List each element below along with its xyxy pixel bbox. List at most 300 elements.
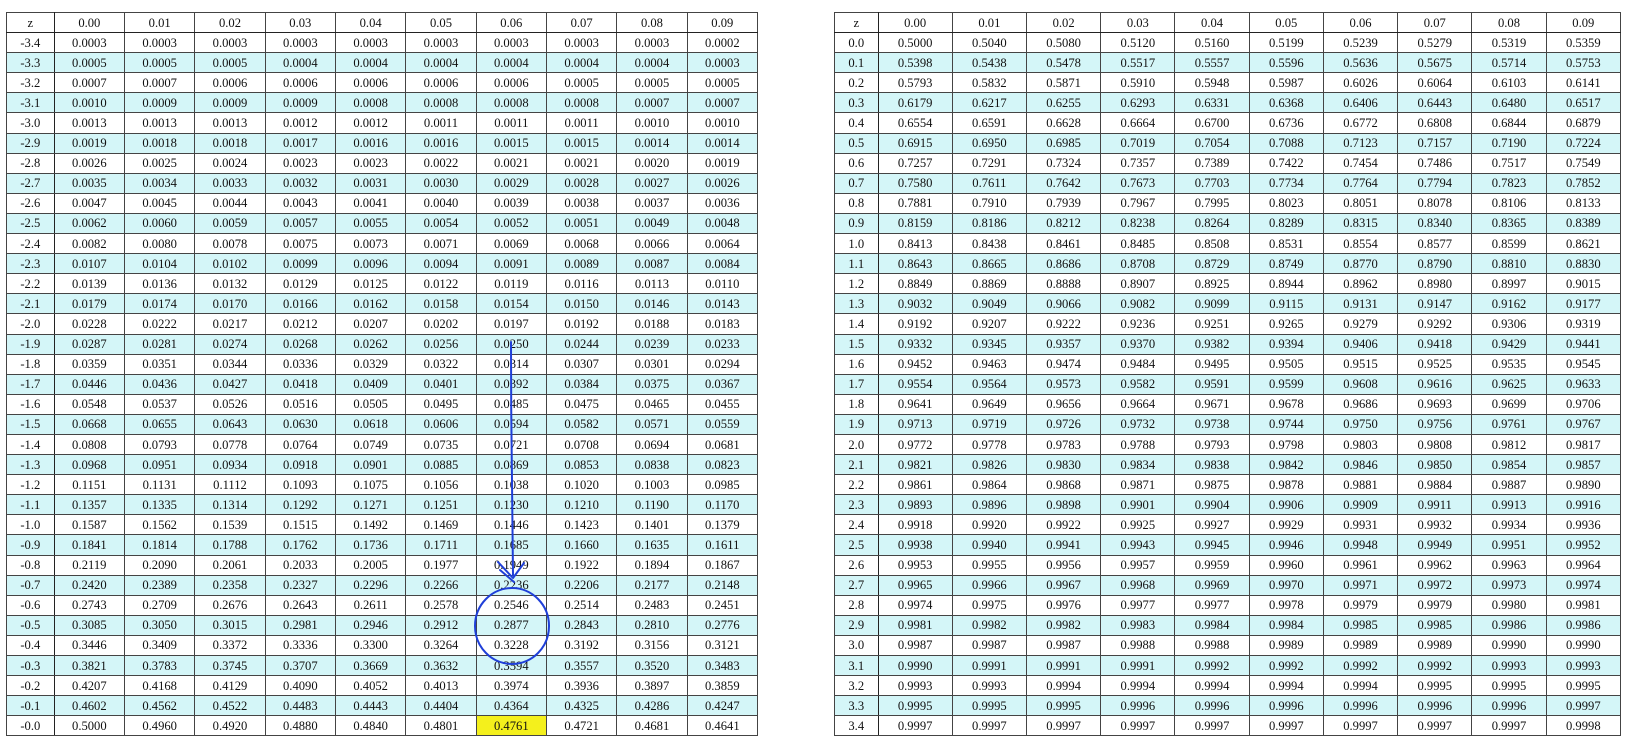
probability-cell: 0.0455 (687, 394, 757, 414)
probability-cell: 0.9868 (1026, 475, 1100, 495)
z-value-cell: -1.0 (7, 515, 55, 535)
probability-cell: 0.0006 (195, 73, 265, 93)
probability-cell: 0.0116 (546, 274, 616, 294)
table-row (835, 334, 1621, 354)
probability-cell: 0.4168 (125, 676, 195, 696)
probability-cell: 0.0004 (546, 53, 616, 73)
probability-cell: 0.8159 (878, 213, 952, 233)
table-row (835, 53, 1621, 73)
table-row (835, 716, 1621, 736)
table-row (7, 414, 758, 434)
probability-cell: 0.9778 (952, 434, 1026, 454)
probability-cell: 0.0017 (265, 133, 335, 153)
probability-cell: 0.0005 (195, 53, 265, 73)
probability-cell: 0.9678 (1249, 394, 1323, 414)
probability-cell: 0.0020 (617, 153, 687, 173)
probability-cell: 0.3085 (54, 615, 124, 635)
z-value-cell: -1.8 (7, 354, 55, 374)
probability-cell: 0.0013 (195, 113, 265, 133)
column-header: 0.01 (952, 13, 1026, 33)
probability-cell: 0.0004 (406, 53, 476, 73)
probability-cell: 0.2743 (54, 595, 124, 615)
probability-cell: 0.0021 (476, 153, 546, 173)
probability-cell: 0.7764 (1323, 173, 1397, 193)
probability-cell: 0.0336 (265, 354, 335, 374)
probability-cell: 0.9961 (1323, 555, 1397, 575)
probability-cell: 0.5319 (1472, 33, 1546, 53)
probability-cell: 0.0006 (335, 73, 405, 93)
probability-cell: 0.0192 (546, 314, 616, 334)
probability-cell: 0.9884 (1398, 475, 1472, 495)
probability-cell: 0.0016 (406, 133, 476, 153)
probability-cell: 0.1151 (54, 475, 124, 495)
probability-cell: 0.9974 (878, 595, 952, 615)
probability-cell: 0.0062 (54, 213, 124, 233)
probability-cell: 0.9995 (1546, 676, 1620, 696)
z-value-cell: -0.4 (7, 635, 55, 655)
z-value-cell: 1.6 (835, 354, 879, 374)
probability-cell: 0.0244 (546, 334, 616, 354)
column-header: 0.01 (125, 13, 195, 33)
probability-cell: 0.9997 (952, 716, 1026, 736)
probability-cell: 0.7517 (1472, 153, 1546, 173)
probability-cell: 0.8186 (952, 213, 1026, 233)
probability-cell: 0.6217 (952, 93, 1026, 113)
probability-cell: 0.9973 (1472, 575, 1546, 595)
probability-cell: 0.0023 (265, 153, 335, 173)
probability-cell: 0.9993 (952, 676, 1026, 696)
probability-cell: 0.9842 (1249, 455, 1323, 475)
probability-cell: 0.0003 (125, 33, 195, 53)
probability-cell: 0.9995 (1472, 676, 1546, 696)
probability-cell: 0.8531 (1249, 234, 1323, 254)
z-value-cell: 0.6 (835, 153, 879, 173)
probability-cell: 0.6368 (1249, 93, 1323, 113)
probability-cell: 0.0082 (54, 234, 124, 254)
probability-cell: 0.0162 (335, 294, 405, 314)
probability-cell: 0.6406 (1323, 93, 1397, 113)
probability-cell: 0.0375 (617, 374, 687, 394)
probability-cell: 0.3192 (546, 635, 616, 655)
probability-cell: 0.0005 (54, 53, 124, 73)
table-row (835, 153, 1621, 173)
probability-cell: 0.5120 (1101, 33, 1175, 53)
probability-cell: 0.0166 (265, 294, 335, 314)
probability-cell: 0.0015 (476, 133, 546, 153)
probability-cell: 0.3936 (546, 676, 616, 696)
probability-cell: 0.5478 (1026, 53, 1100, 73)
probability-cell: 0.0823 (687, 455, 757, 475)
probability-cell: 0.0150 (546, 294, 616, 314)
column-header: 0.03 (265, 13, 335, 33)
probability-cell: 0.9922 (1026, 515, 1100, 535)
probability-cell: 0.9997 (1175, 716, 1249, 736)
probability-cell: 0.0307 (546, 354, 616, 374)
probability-cell: 0.0344 (195, 354, 265, 374)
column-header: 0.00 (54, 13, 124, 33)
probability-cell: 0.0537 (125, 394, 195, 414)
probability-cell: 0.9992 (1323, 656, 1397, 676)
probability-cell: 0.9956 (1026, 555, 1100, 575)
probability-cell: 0.8729 (1175, 254, 1249, 274)
probability-cell: 0.5753 (1546, 53, 1620, 73)
probability-cell: 0.5040 (952, 33, 1026, 53)
probability-cell: 0.6591 (952, 113, 1026, 133)
probability-cell: 0.9115 (1249, 294, 1323, 314)
probability-cell: 0.9967 (1026, 575, 1100, 595)
probability-cell: 0.9441 (1546, 334, 1620, 354)
table-row (7, 53, 758, 73)
z-value-cell: -2.6 (7, 193, 55, 213)
probability-cell: 0.0012 (335, 113, 405, 133)
probability-cell: 0.0009 (265, 93, 335, 113)
probability-cell: 0.9996 (1101, 696, 1175, 716)
probability-cell: 0.8485 (1101, 234, 1175, 254)
probability-cell: 0.0485 (476, 394, 546, 414)
probability-cell: 0.2266 (406, 575, 476, 595)
probability-cell: 0.9846 (1323, 455, 1397, 475)
probability-cell: 0.9808 (1398, 434, 1472, 454)
probability-cell: 0.9573 (1026, 374, 1100, 394)
probability-cell: 0.1003 (617, 475, 687, 495)
probability-cell: 0.0027 (617, 173, 687, 193)
probability-cell: 0.0003 (687, 53, 757, 73)
probability-cell: 0.0014 (687, 133, 757, 153)
probability-cell: 0.9997 (1026, 716, 1100, 736)
table-row (835, 635, 1621, 655)
probability-cell: 0.9987 (878, 635, 952, 655)
probability-cell: 0.4721 (546, 716, 616, 736)
probability-cell: 0.4483 (265, 696, 335, 716)
probability-cell: 0.0418 (265, 374, 335, 394)
probability-cell: 0.3156 (617, 635, 687, 655)
probability-cell: 0.6103 (1472, 73, 1546, 93)
z-value-cell: -1.3 (7, 455, 55, 475)
probability-cell: 0.1841 (54, 535, 124, 555)
probability-cell: 0.9929 (1249, 515, 1323, 535)
probability-cell: 0.0054 (406, 213, 476, 233)
probability-cell: 0.2709 (125, 595, 195, 615)
z-table-positive (834, 12, 1621, 736)
probability-cell: 0.7823 (1472, 173, 1546, 193)
z-value-cell: -0.7 (7, 575, 55, 595)
probability-cell: 0.9099 (1175, 294, 1249, 314)
probability-cell: 0.0003 (195, 33, 265, 53)
probability-cell: 0.0031 (335, 173, 405, 193)
probability-cell: 0.3015 (195, 615, 265, 635)
probability-cell: 0.9251 (1175, 314, 1249, 334)
probability-cell: 0.9995 (878, 696, 952, 716)
probability-cell: 0.0008 (546, 93, 616, 113)
probability-cell: 0.0007 (687, 93, 757, 113)
probability-cell: 0.9633 (1546, 374, 1620, 394)
probability-cell: 0.0125 (335, 274, 405, 294)
probability-cell: 0.9985 (1323, 615, 1397, 635)
table-row (7, 234, 758, 254)
probability-cell: 0.0073 (335, 234, 405, 254)
probability-cell: 0.5000 (54, 716, 124, 736)
probability-cell: 0.9996 (1175, 696, 1249, 716)
table-row (7, 455, 758, 475)
probability-cell: 0.5199 (1249, 33, 1323, 53)
column-header: 0.09 (1546, 13, 1620, 33)
z-value-cell: 0.9 (835, 213, 879, 233)
probability-cell: 0.8643 (878, 254, 952, 274)
probability-cell: 0.0047 (54, 193, 124, 213)
probability-cell: 0.7967 (1101, 193, 1175, 213)
header-row (7, 13, 758, 33)
probability-cell: 0.0006 (406, 73, 476, 93)
probability-cell: 0.5438 (952, 53, 1026, 73)
probability-cell: 0.7673 (1101, 173, 1175, 193)
probability-cell: 0.9995 (1026, 696, 1100, 716)
table-row (7, 555, 758, 575)
table-row (835, 254, 1621, 274)
probability-cell: 0.9981 (878, 615, 952, 635)
table-row (835, 676, 1621, 696)
probability-cell: 0.8577 (1398, 234, 1472, 254)
z-value-cell: 1.0 (835, 234, 879, 254)
probability-cell: 0.0005 (617, 73, 687, 93)
probability-cell: 0.9744 (1249, 414, 1323, 434)
table-row (835, 354, 1621, 374)
probability-cell: 0.4247 (687, 696, 757, 716)
probability-cell: 0.9927 (1175, 515, 1249, 535)
probability-cell: 0.0041 (335, 193, 405, 213)
z-value-cell: 1.9 (835, 414, 879, 434)
probability-cell: 0.9952 (1546, 535, 1620, 555)
z-value-cell: -3.1 (7, 93, 55, 113)
probability-cell: 0.3300 (335, 635, 405, 655)
probability-cell: 0.0030 (406, 173, 476, 193)
probability-cell: 0.0033 (195, 173, 265, 193)
probability-cell: 0.9940 (952, 535, 1026, 555)
z-header: z (835, 13, 879, 33)
probability-cell: 0.0014 (617, 133, 687, 153)
probability-cell: 0.9878 (1249, 475, 1323, 495)
probability-cell: 0.0104 (125, 254, 195, 274)
probability-cell: 0.7088 (1249, 133, 1323, 153)
probability-cell: 0.0075 (265, 234, 335, 254)
probability-cell: 0.7734 (1249, 173, 1323, 193)
probability-cell: 0.7291 (952, 153, 1026, 173)
probability-cell: 0.8749 (1249, 254, 1323, 274)
probability-cell: 0.9988 (1175, 635, 1249, 655)
z-value-cell: -0.9 (7, 535, 55, 555)
probability-cell: 0.2420 (54, 575, 124, 595)
probability-cell: 0.2005 (335, 555, 405, 575)
probability-cell: 0.1210 (546, 495, 616, 515)
probability-cell: 0.6517 (1546, 93, 1620, 113)
probability-cell: 0.0170 (195, 294, 265, 314)
probability-cell: 0.9345 (952, 334, 1026, 354)
probability-cell: 0.1814 (125, 535, 195, 555)
z-value-cell: -2.7 (7, 173, 55, 193)
probability-cell: 0.0548 (54, 394, 124, 414)
probability-cell: 0.0475 (546, 394, 616, 414)
probability-cell: 0.0009 (125, 93, 195, 113)
probability-cell: 0.9986 (1546, 615, 1620, 635)
probability-cell: 0.9049 (952, 294, 1026, 314)
probability-cell: 0.3372 (195, 635, 265, 655)
probability-cell: 0.3336 (265, 635, 335, 655)
probability-cell: 0.7910 (952, 193, 1026, 213)
probability-cell: 0.1131 (125, 475, 195, 495)
probability-cell: 0.9988 (1101, 635, 1175, 655)
probability-cell: 0.0021 (546, 153, 616, 173)
probability-cell: 0.9474 (1026, 354, 1100, 374)
table-row (835, 73, 1621, 93)
probability-cell: 0.2810 (617, 615, 687, 635)
probability-cell: 0.9554 (878, 374, 952, 394)
probability-cell: 0.9991 (1026, 656, 1100, 676)
probability-cell: 0.9279 (1323, 314, 1397, 334)
z-value-cell: 1.2 (835, 274, 879, 294)
probability-cell: 0.8106 (1472, 193, 1546, 213)
probability-cell: 0.9032 (878, 294, 952, 314)
probability-cell: 0.0401 (406, 374, 476, 394)
probability-cell: 0.0367 (687, 374, 757, 394)
probability-cell: 0.1660 (546, 535, 616, 555)
probability-cell: 0.0183 (687, 314, 757, 334)
probability-cell: 0.7642 (1026, 173, 1100, 193)
probability-cell: 0.0024 (195, 153, 265, 173)
probability-cell: 0.0004 (617, 53, 687, 73)
probability-cell: 0.1075 (335, 475, 405, 495)
probability-cell: 0.1335 (125, 495, 195, 515)
probability-cell: 0.9985 (1398, 615, 1472, 635)
probability-cell: 0.1469 (406, 515, 476, 535)
probability-cell: 0.9938 (878, 535, 952, 555)
probability-cell: 0.9997 (1546, 696, 1620, 716)
probability-cell: 0.0301 (617, 354, 687, 374)
probability-cell: 0.2090 (125, 555, 195, 575)
probability-cell: 0.0015 (546, 133, 616, 153)
probability-cell: 0.1711 (406, 535, 476, 555)
probability-cell: 0.5160 (1175, 33, 1249, 53)
probability-cell: 0.8264 (1175, 213, 1249, 233)
probability-cell: 0.6443 (1398, 93, 1472, 113)
probability-cell: 0.9949 (1398, 535, 1472, 555)
z-value-cell: -0.3 (7, 656, 55, 676)
probability-cell: 0.9857 (1546, 455, 1620, 475)
probability-cell: 0.9265 (1249, 314, 1323, 334)
table-row (835, 615, 1621, 635)
probability-cell: 0.9920 (952, 515, 1026, 535)
z-value-cell: -2.4 (7, 234, 55, 254)
probability-cell: 0.9996 (1398, 696, 1472, 716)
z-value-cell: -1.7 (7, 374, 55, 394)
probability-cell: 0.9881 (1323, 475, 1397, 495)
z-value-cell: 2.1 (835, 455, 879, 475)
z-value-cell: 3.3 (835, 696, 879, 716)
probability-cell: 0.8508 (1175, 234, 1249, 254)
probability-cell: 0.9608 (1323, 374, 1397, 394)
probability-cell: 0.0018 (195, 133, 265, 153)
probability-cell: 0.3409 (125, 635, 195, 655)
z-value-cell: 3.2 (835, 676, 879, 696)
probability-cell: 0.4681 (617, 716, 687, 736)
probability-cell: 0.1611 (687, 535, 757, 555)
probability-cell: 0.9693 (1398, 394, 1472, 414)
table-row (835, 394, 1621, 414)
probability-cell: 0.9625 (1472, 374, 1546, 394)
probability-cell: 0.0668 (54, 414, 124, 434)
probability-cell: 0.9925 (1101, 515, 1175, 535)
probability-cell: 0.2877 (476, 615, 546, 635)
probability-cell: 0.9986 (1472, 615, 1546, 635)
probability-cell: 0.9864 (952, 475, 1026, 495)
probability-cell: 0.0004 (476, 53, 546, 73)
probability-cell: 0.2946 (335, 615, 405, 635)
probability-cell: 0.0630 (265, 414, 335, 434)
probability-cell: 0.0526 (195, 394, 265, 414)
probability-cell: 0.8997 (1472, 274, 1546, 294)
probability-cell: 0.0207 (335, 314, 405, 334)
highlighted-cell: 0.4761 (476, 716, 546, 736)
probability-cell: 0.7486 (1398, 153, 1472, 173)
probability-cell: 0.9887 (1472, 475, 1546, 495)
z-value-cell: 2.8 (835, 595, 879, 615)
probability-cell: 0.0064 (687, 234, 757, 254)
probability-cell: 0.9719 (952, 414, 1026, 434)
probability-cell: 0.0643 (195, 414, 265, 434)
probability-cell: 0.0011 (476, 113, 546, 133)
probability-cell: 0.9738 (1175, 414, 1249, 434)
probability-cell: 0.9979 (1323, 595, 1397, 615)
probability-cell: 0.4880 (265, 716, 335, 736)
probability-cell: 0.9991 (952, 656, 1026, 676)
probability-cell: 0.0029 (476, 173, 546, 193)
probability-cell: 0.0154 (476, 294, 546, 314)
probability-cell: 0.3228 (476, 635, 546, 655)
probability-cell: 0.6179 (878, 93, 952, 113)
header-row (835, 13, 1621, 33)
probability-cell: 0.1423 (546, 515, 616, 535)
probability-cell: 0.0052 (476, 213, 546, 233)
probability-cell: 0.4286 (617, 696, 687, 716)
probability-cell: 0.0606 (406, 414, 476, 434)
probability-cell: 0.0008 (335, 93, 405, 113)
table-row (7, 394, 758, 414)
probability-cell: 0.9996 (1249, 696, 1323, 716)
probability-cell: 0.0594 (476, 414, 546, 434)
probability-cell: 0.9913 (1472, 495, 1546, 515)
probability-cell: 0.0197 (476, 314, 546, 334)
z-value-cell: -2.1 (7, 294, 55, 314)
probability-cell: 0.9788 (1101, 434, 1175, 454)
table-row (7, 93, 758, 113)
probability-cell: 0.5636 (1323, 53, 1397, 73)
z-value-cell: 2.4 (835, 515, 879, 535)
probability-cell: 0.9994 (1175, 676, 1249, 696)
probability-cell: 0.0446 (54, 374, 124, 394)
probability-cell: 0.0003 (54, 33, 124, 53)
probability-cell: 0.8980 (1398, 274, 1472, 294)
probability-cell: 0.3121 (687, 635, 757, 655)
probability-cell: 0.9357 (1026, 334, 1100, 354)
probability-cell: 0.0003 (265, 33, 335, 53)
probability-cell: 0.8686 (1026, 254, 1100, 274)
probability-cell: 0.9452 (878, 354, 952, 374)
probability-cell: 0.3594 (476, 656, 546, 676)
probability-cell: 0.0008 (476, 93, 546, 113)
probability-cell: 0.9798 (1249, 434, 1323, 454)
table-row (7, 173, 758, 193)
probability-cell: 0.0006 (476, 73, 546, 93)
probability-cell: 0.9963 (1472, 555, 1546, 575)
probability-cell: 0.6700 (1175, 113, 1249, 133)
